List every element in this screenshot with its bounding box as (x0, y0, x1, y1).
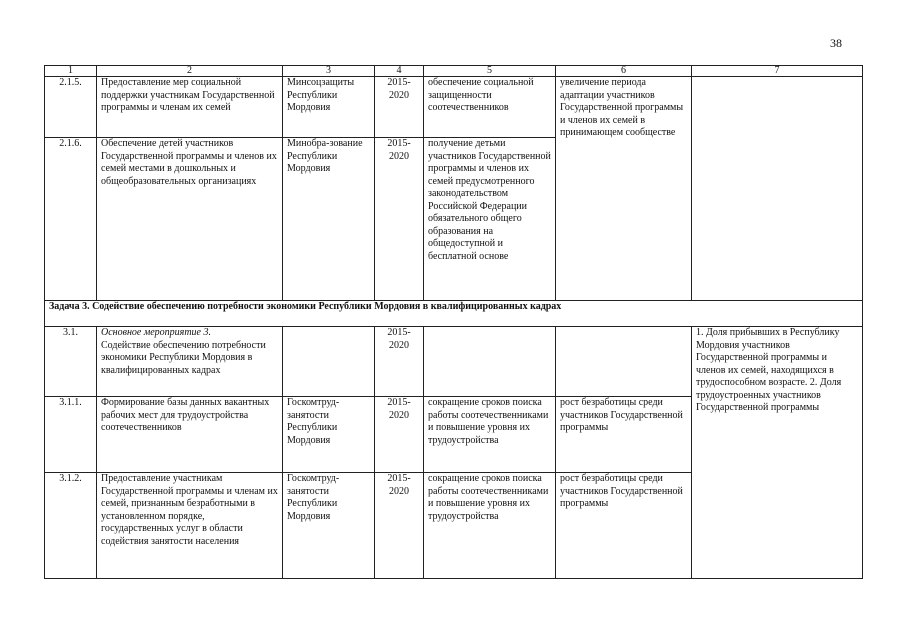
column-number: 7 (692, 66, 863, 77)
column-number: 1 (45, 66, 97, 77)
row-number: 3.1. (45, 327, 97, 397)
term-cell: 2015-2020 (375, 77, 424, 138)
task-row (45, 301, 863, 327)
column-number: 2 (97, 66, 283, 77)
event-cell: Обеспечение детей участников Государственной программы и членов их семей местами в дошкольных и общеобразовательных организациях (97, 138, 283, 301)
column-number: 4 (375, 66, 424, 77)
row-number: 2.1.6. (45, 138, 97, 301)
consequence-cell (556, 327, 692, 397)
result-cell: обеспечение социальной защищенности соотечественников (424, 77, 556, 138)
row-number: 2.1.5. (45, 77, 97, 138)
table-row (45, 327, 863, 397)
page-number: 38 (830, 36, 842, 50)
result-cell: получение детьми участников Государственной программы и членов их семей предусмотренного законодательством Российской Федерации обязательного общего образования на общедоступной и бесплатной основе (424, 138, 556, 301)
executor-cell: Минобра-зование Республики Мордовия (283, 138, 375, 301)
program-table (44, 65, 863, 579)
term-cell: 2015-2020 (375, 327, 424, 397)
consequence-cell: рост безработицы среди участников Государственной программы (556, 473, 692, 579)
consequence-cell: рост безработицы среди участников Государственной программы (556, 397, 692, 473)
indicator-cell (692, 77, 863, 301)
executor-cell (283, 327, 375, 397)
task-heading: Задача 3. Содействие обеспечению потребности экономики Республики Мордовия в квалифицированных кадрах (45, 301, 863, 327)
indicator-cell: 1. Доля прибывших в Республику Мордовия участников Государственной программы и членов их семей, находящихся в трудоспособном возрасте. 2. Доля трудоустроенных участников Государственной программы (692, 327, 863, 579)
term-cell: 2015-2020 (375, 473, 424, 579)
event-cell: Предоставление участникам Государственной программы и членам их семей, признанным безработными в установленном порядке, государственных услуг в области содействия занятости населения (97, 473, 283, 579)
row-number: 3.1.1. (45, 397, 97, 473)
event-cell: Формирование базы данных вакантных рабочих мест для трудоустройства соотечественников (97, 397, 283, 473)
column-number: 3 (283, 66, 375, 77)
main-event-text: Содействие обеспечению потребности экономики Республики Мордовия в квалифицированных кадрах (101, 339, 266, 376)
column-number-row (45, 66, 863, 77)
main-event-label: Основное мероприятие 3. (101, 327, 211, 338)
consequence-cell: увеличение периода адаптации участников Государственной программы и членов их семей в принимающем сообществе (556, 77, 692, 301)
result-cell: сокращение сроков поиска работы соотечественниками и повышение уровня их трудоустройства (424, 397, 556, 473)
executor-cell: Госкомтруд-занятости Республики Мордовия (283, 473, 375, 579)
event-cell (97, 327, 283, 397)
table-row (45, 77, 863, 138)
column-number: 6 (556, 66, 692, 77)
term-cell: 2015-2020 (375, 397, 424, 473)
row-number: 3.1.2. (45, 473, 97, 579)
result-cell (424, 327, 556, 397)
executor-cell: Минсоцзащиты Республики Мордовия (283, 77, 375, 138)
term-cell: 2015-2020 (375, 138, 424, 301)
event-cell: Предоставление мер социальной поддержки участникам Государственной программы и членам их семей (97, 77, 283, 138)
result-cell: сокращение сроков поиска работы соотечественниками и повышение уровня их трудоустройства (424, 473, 556, 579)
column-number: 5 (424, 66, 556, 77)
executor-cell: Госкомтруд-занятости Республики Мордовия (283, 397, 375, 473)
